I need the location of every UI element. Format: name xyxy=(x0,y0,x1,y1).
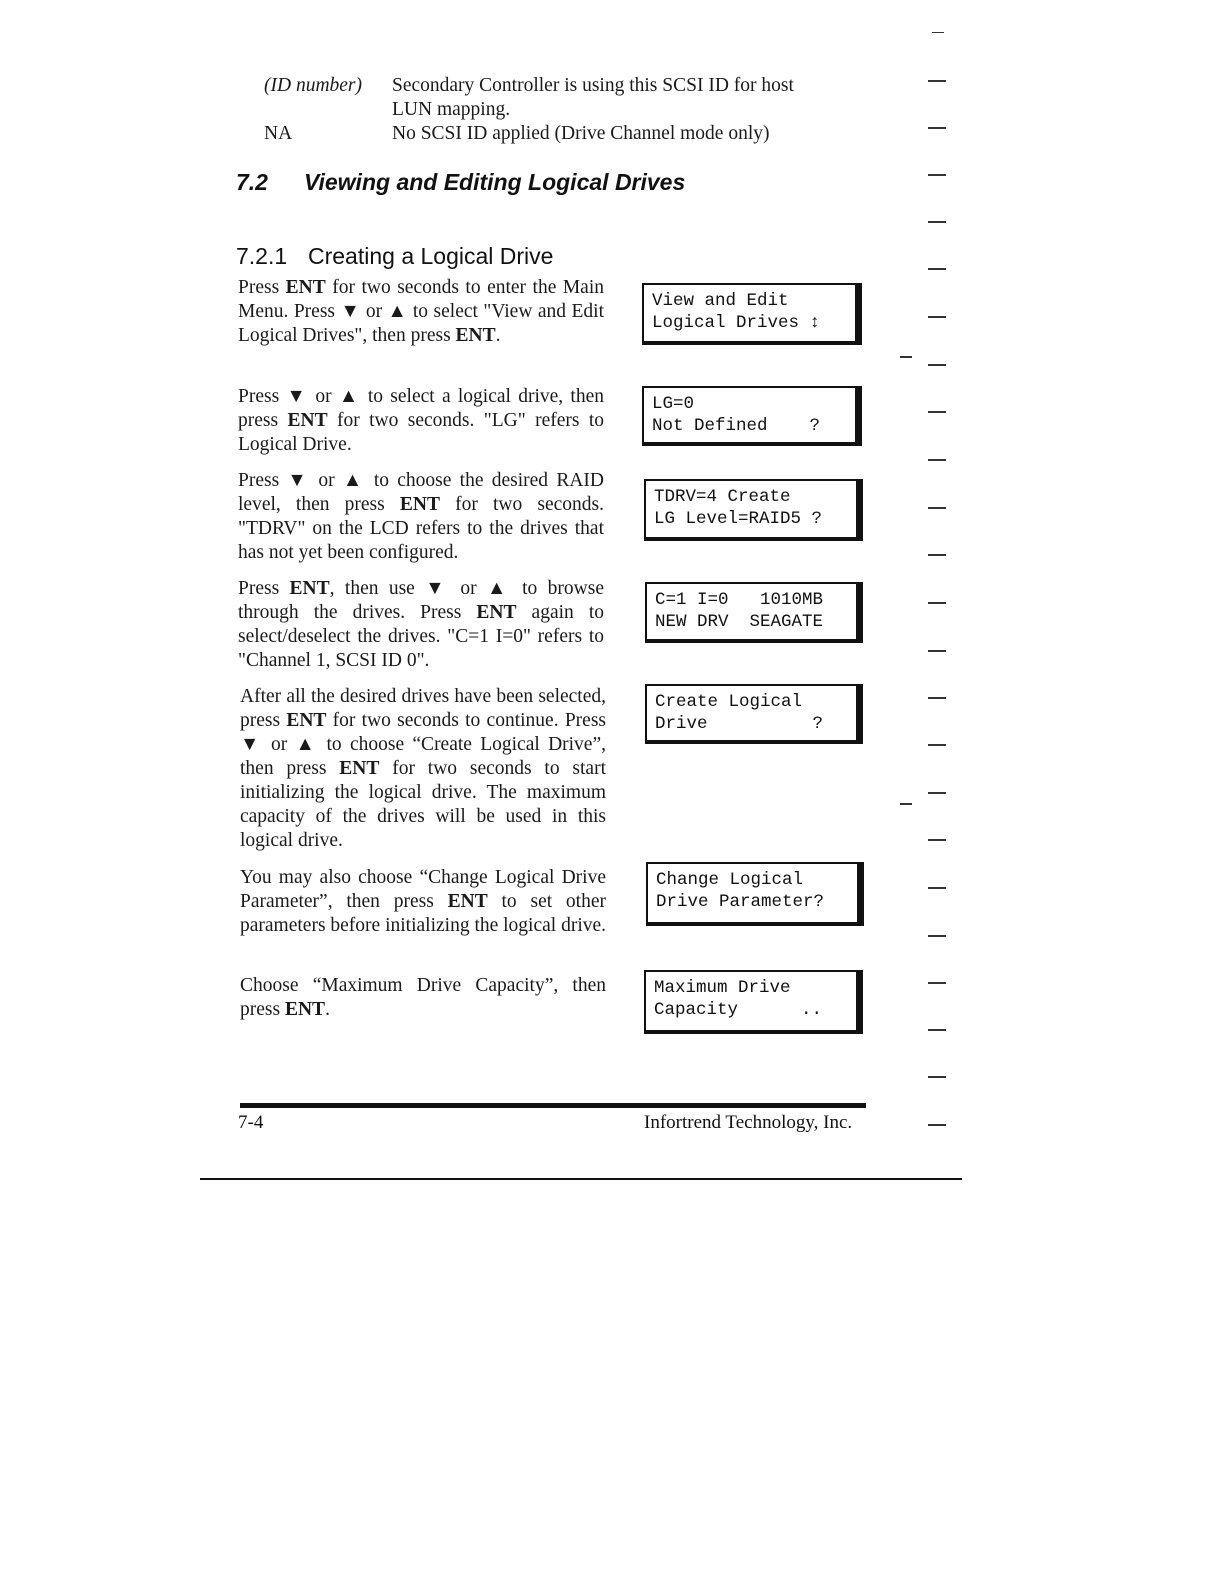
section-title: Viewing and Editing Logical Drives xyxy=(304,169,686,195)
lcd-line-1: TDRV=4 Create xyxy=(654,487,791,507)
subsection-number: 7.2.1 xyxy=(236,243,288,269)
margin-tick xyxy=(928,602,946,604)
lcd-view-and-edit xyxy=(642,283,862,345)
definition-desc-na: No SCSI ID applied (Drive Channel mode only) xyxy=(392,123,770,144)
definition-term-na: NA xyxy=(264,123,293,144)
footer-rule xyxy=(240,1103,866,1108)
lcd-line-2: Not Defined ? xyxy=(652,416,821,436)
lcd-lg-not-defined xyxy=(642,386,862,446)
step-paragraph-6: You may also choose “Change Logical Drive Parameter”, then press ENT to set other parameters before initializing the logical drive. xyxy=(240,867,607,936)
step-paragraph-2: Press ▼ or ▲ to select a logical drive, then press ENT for two seconds. "LG" refers to Logical Drive. xyxy=(238,386,605,455)
margin-tick xyxy=(928,792,946,794)
margin-tick xyxy=(928,127,946,129)
margin-tick xyxy=(928,364,946,366)
section-number: 7.2 xyxy=(236,169,268,195)
step-paragraph-5: After all the desired drives have been selected, press ENT for two seconds to continue. Press ▼ or ▲ to choose “Create Logical Drive”, then press ENT for two seconds to start initializing the logical drive. The maximum capacity of the drives will be used in this logical drive. xyxy=(240,686,606,851)
margin-tick xyxy=(928,221,946,223)
lcd-line-2: Capacity .. xyxy=(654,1000,823,1020)
step-paragraph-7: Choose “Maximum Drive Capacity”, then press ENT. xyxy=(240,975,606,1020)
subsection-title: Creating a Logical Drive xyxy=(308,243,554,269)
lcd-line-2: Drive Parameter? xyxy=(656,892,825,912)
margin-tick xyxy=(928,316,946,318)
lcd-line-2: Drive ? xyxy=(655,714,824,734)
margin-tick xyxy=(928,268,946,270)
margin-tick xyxy=(928,887,946,889)
definition-desc-id-number-line2: LUN mapping. xyxy=(392,99,511,120)
margin-tick xyxy=(928,744,946,746)
lcd-tdrv-create xyxy=(644,479,863,541)
step-paragraph-4: Press ENT, then use ▼ or ▲ to browse through the drives. Press ENT again to select/deselect the drives. "C=1 I=0" refers to "Channel 1, SCSI ID 0". xyxy=(238,578,604,671)
lcd-line-2: Logical Drives ↕ xyxy=(652,313,821,333)
margin-tick xyxy=(900,803,912,805)
lcd-line-2: NEW DRV SEAGATE xyxy=(655,612,824,632)
lcd-line-1: C=1 I=0 1010MB xyxy=(655,590,824,610)
margin-tick xyxy=(928,1076,946,1078)
margin-tick xyxy=(928,697,946,699)
margin-tick xyxy=(928,459,946,461)
lcd-line-1: Maximum Drive xyxy=(654,978,791,998)
margin-tick xyxy=(928,174,946,176)
margin-tick xyxy=(928,982,946,984)
margin-tick xyxy=(900,356,912,358)
margin-tick xyxy=(928,507,946,509)
margin-tick xyxy=(928,554,946,556)
lcd-change-logical-drive-parameter xyxy=(646,862,864,926)
lcd-line-1: View and Edit xyxy=(652,291,789,311)
step-paragraph-1: Press ENT for two seconds to enter the Main Menu. Press ▼ or ▲ to select "View and Edit Logical Drives", then press ENT. xyxy=(238,277,604,346)
step-paragraph-3: Press ▼ or ▲ to choose the desired RAID level, then press ENT for two seconds. "TDRV" on the LCD refers to the drives that has not yet been configured. xyxy=(238,470,604,563)
definition-desc-id-number-line1: Secondary Controller is using this SCSI ID for host xyxy=(392,75,794,96)
lcd-maximum-drive-capacity xyxy=(644,970,863,1034)
margin-tick xyxy=(928,411,946,413)
lcd-line-1: Change Logical xyxy=(656,870,804,890)
margin-tick xyxy=(928,1124,946,1126)
lcd-line-1: Create Logical xyxy=(655,692,803,712)
lcd-create-logical-drive xyxy=(645,684,863,744)
margin-tick xyxy=(928,839,946,841)
margin-tick xyxy=(928,80,946,82)
margin-tick xyxy=(928,935,946,937)
margin-tick xyxy=(928,650,946,652)
lcd-drive-info xyxy=(645,582,863,643)
margin-tick xyxy=(928,1029,946,1031)
footer-company: Infortrend Technology, Inc. xyxy=(644,1112,853,1133)
definition-term-id-number: (ID number) xyxy=(264,75,363,96)
lcd-line-2: LG Level=RAID5 ? xyxy=(654,509,823,529)
footer-page-number: 7-4 xyxy=(238,1112,264,1133)
margin-tick xyxy=(932,32,944,33)
bottom-scan-rule xyxy=(200,1178,962,1180)
lcd-line-1: LG=0 xyxy=(652,394,695,414)
